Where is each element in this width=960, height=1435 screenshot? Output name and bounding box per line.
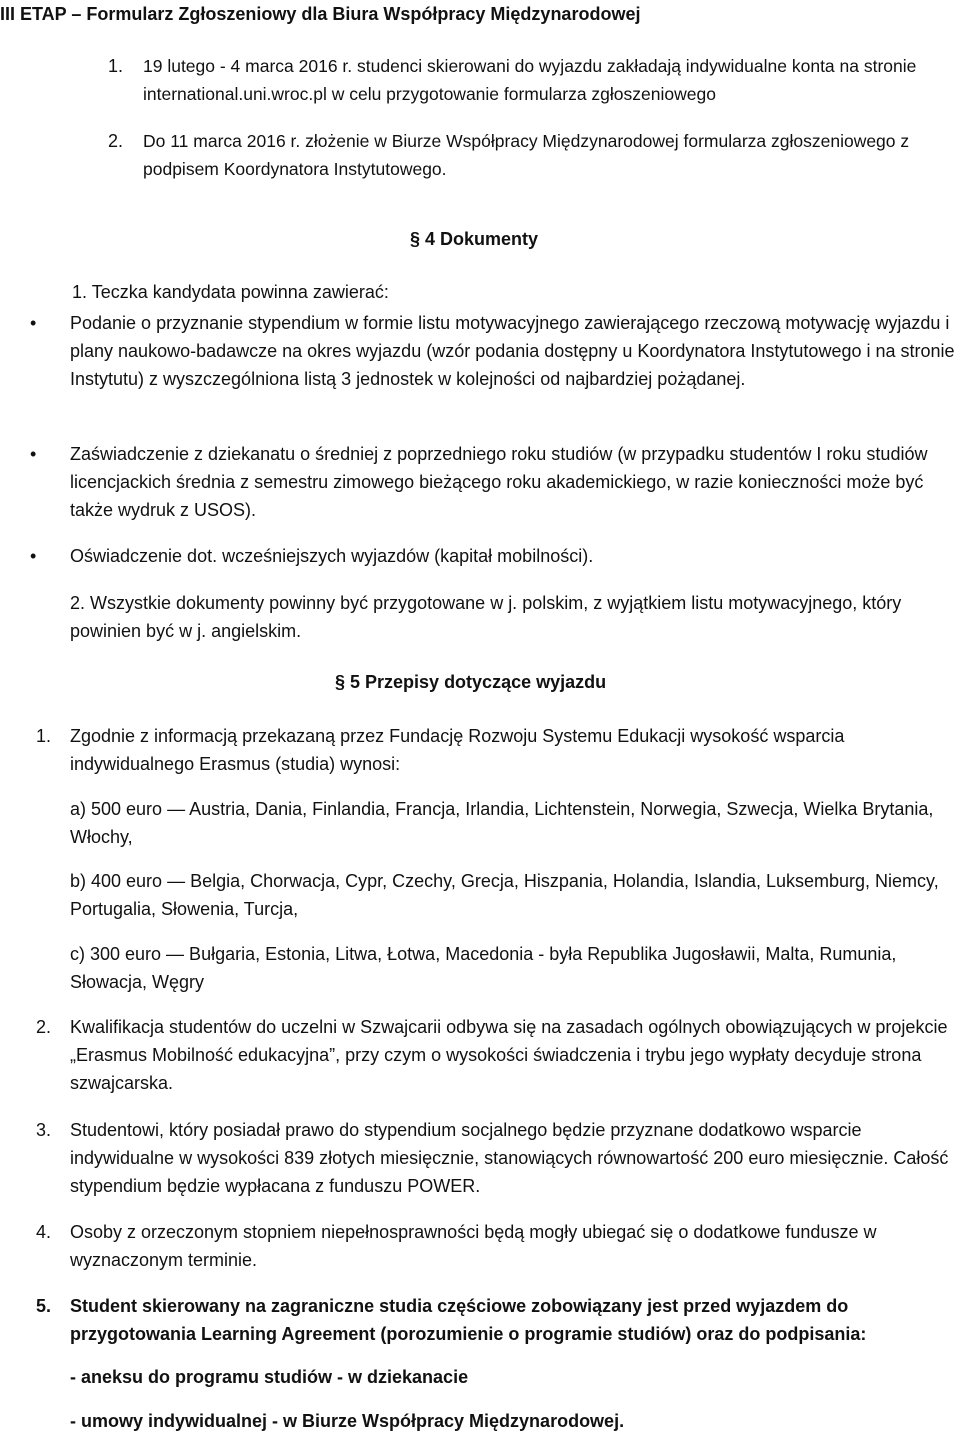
rate-item: c) 300 euro — Bułgaria, Estonia, Litwa, Łotwa, Macedonia - była Republika Jugosławii, Malta, Rumunia, Słowacja, Węgry: [70, 944, 897, 992]
bullet-item: Zaświadczenie z dziekanatu o średniej z poprzedniego roku studiów (w przypadku studentów I roku studiów licencjackich średnia z semestru zimowego bieżącego roku akademickiego, w razie konieczności może być także wydruk z USOS).: [70, 444, 928, 520]
section-4-point-2: 2. Wszystkie dokumenty powinny być przygotowane w j. polskim, z wyjątkiem listu motywacyjnego, który powinien być w j. angielskim.: [70, 593, 902, 641]
item-number: 4.: [36, 1222, 52, 1242]
step-text: 19 lutego - 4 marca 2016 r. studenci skierowani do wyjazdu zakładają indywidualne konta na stronie international.uni.wroc.pl w celu przygotowanie formularza zgłoszeniowego: [143, 56, 917, 104]
item-text: Student skierowany na zagraniczne studia częściowe zobowiązany jest przed wyjazdem do przygotowania Learning Agreement (porozumienie o programie studiów) oraz do podpisania:: [70, 1296, 867, 1344]
section-5-title: § 5 Przepisy dotyczące wyjazdu: [335, 672, 607, 692]
item-text: Zgodnie z informacją przekazaną przez Fundację Rozwoju Systemu Edukacji wysokość wsparcia indywidualnego Erasmus (studia) wynosi:: [70, 726, 845, 774]
section-4-title: § 4 Dokumenty: [410, 229, 539, 249]
item-number: 2.: [36, 1017, 52, 1037]
item-text: Studentowi, który posiadał prawo do stypendium socjalnego będzie przyznane dodatkowo wsparcie indywidualne w wysokości 839 złotych miesięcznie, stanowiących równowartość 200 euro miesięcznie. Całość stypendium będzie wypłacana z funduszu POWER.: [70, 1120, 949, 1196]
bullet-icon: •: [30, 313, 37, 333]
item-number: 5.: [36, 1296, 52, 1316]
rate-item: b) 400 euro — Belgia, Chorwacja, Cypr, Czechy, Grecja, Hiszpania, Holandia, Islandia, Luksemburg, Niemcy, Portugalia, Słowenia, Turcja,: [70, 871, 939, 919]
bullet-item: Podanie o przyznanie stypendium w formie listu motywacyjnego zawierającego rzeczową motywację wyjazdu i plany naukowo-badawcze na okres wyjazdu (wzór podania dostępny u Koordynatora Instytutowego i na stronie Instytutu) z wyszczególniona listą 3 jednostek w kolejności od najbardziej pożądanej.: [70, 313, 955, 389]
bullet-icon: •: [30, 444, 37, 464]
item-number: 1.: [36, 726, 52, 746]
section-4-intro: 1. Teczka kandydata powinna zawierać:: [72, 282, 389, 302]
bullet-item: Oświadczenie dot. wcześniejszych wyjazdów (kapitał mobilności).: [70, 546, 594, 566]
signature-item: - umowy indywidualnej - w Biurze Współpracy Międzynarodowej.: [70, 1411, 625, 1431]
step-text: Do 11 marca 2016 r. złożenie w Biurze Współpracy Międzynarodowej formularza zgłoszeniowego z podpisem Koordynatora Instytutowego.: [143, 131, 910, 179]
bullet-icon: •: [30, 546, 37, 566]
item-text: Osoby z orzeczonym stopniem niepełnosprawności będą mogły ubiegać się o dodatkowe fundusze w wyznaczonym terminie.: [70, 1222, 877, 1270]
item-number: 3.: [36, 1120, 52, 1140]
signature-item: - aneksu do programu studiów - w dziekanacie: [70, 1367, 469, 1387]
rate-item: a) 500 euro — Austria, Dania, Finlandia, Francja, Irlandia, Lichtenstein, Norwegia, Szwecja, Wielka Brytania, Włochy,: [70, 799, 934, 847]
step-number: 1.: [108, 56, 124, 76]
step-number: 2.: [108, 131, 124, 151]
document-header: III ETAP – Formularz Zgłoszeniowy dla Biura Współpracy Międzynarodowej: [0, 4, 641, 24]
item-text: Kwalifikacja studentów do uczelni w Szwajcarii odbywa się na zasadach ogólnych obowiązujących w projekcie „Erasmus Mobilność edukacyjna”, przy czym o wysokości świadczenia i trybu jego wypłaty decyduje strona szwajcarska.: [70, 1017, 948, 1093]
